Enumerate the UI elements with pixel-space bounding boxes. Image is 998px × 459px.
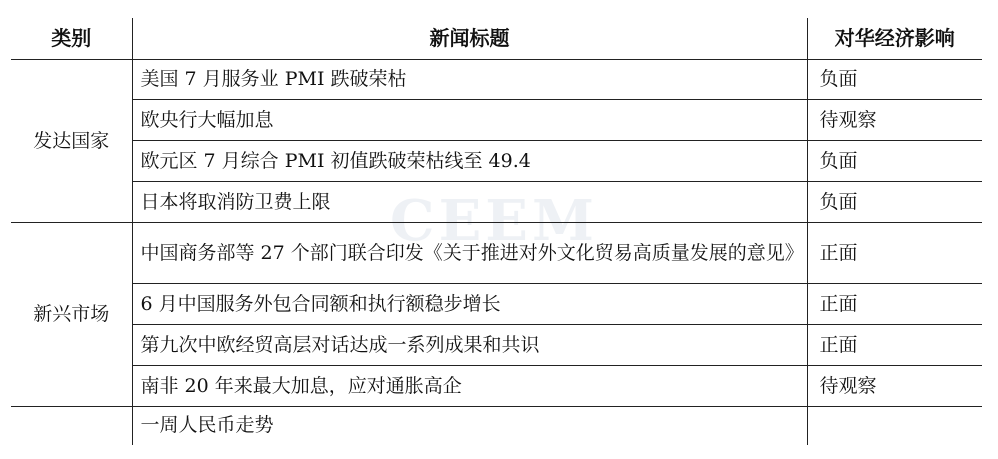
- news-title: 美国 7 月服务业 PMI 跌破荣枯: [132, 60, 807, 100]
- table-row: [11, 407, 982, 445]
- table-row: [11, 60, 982, 100]
- impact-value: 负面: [807, 182, 982, 223]
- impact-value: 待观察: [807, 366, 982, 407]
- impact-value: 正面: [807, 223, 982, 284]
- watermark: CEEM: [390, 188, 598, 254]
- header-impact: 对华经济影响: [807, 18, 982, 60]
- table-row: [11, 325, 982, 366]
- table-row: [11, 100, 982, 141]
- news-table: [11, 18, 982, 445]
- news-title: 南非 20 年来最大加息，应对通胀高企: [132, 366, 807, 407]
- impact-value: 负面: [807, 60, 982, 100]
- news-title: 第九次中欧经贸高层对话达成一系列成果和共识: [132, 325, 807, 366]
- table-row: [11, 284, 982, 325]
- news-title: 日本将取消防卫费上限: [132, 182, 807, 223]
- table-row: [11, 366, 982, 407]
- category-cell: 发达国家: [11, 60, 132, 223]
- impact-value: 正面: [807, 284, 982, 325]
- impact-value: 正面: [807, 325, 982, 366]
- news-title: 6 月中国服务外包合同额和执行额稳步增长: [132, 284, 807, 325]
- table-row: [11, 141, 982, 182]
- impact-value: 负面: [807, 141, 982, 182]
- impact-value: [807, 407, 982, 445]
- category-cell: 新兴市场: [11, 223, 132, 407]
- category-cell: [11, 407, 132, 445]
- news-title: 欧央行大幅加息: [132, 100, 807, 141]
- table-row: [11, 182, 982, 223]
- news-title: 一周人民币走势: [132, 407, 807, 445]
- header-category: 类别: [11, 18, 132, 60]
- table-row: [11, 223, 982, 284]
- news-title: 中国商务部等 27 个部门联合印发《关于推进对外文化贸易高质量发展的意见》: [132, 223, 807, 284]
- header-title: 新闻标题: [132, 18, 807, 60]
- header-row: [11, 18, 982, 60]
- news-title: 欧元区 7 月综合 PMI 初值跌破荣枯线至 49.4: [132, 141, 807, 182]
- impact-value: 待观察: [807, 100, 982, 141]
